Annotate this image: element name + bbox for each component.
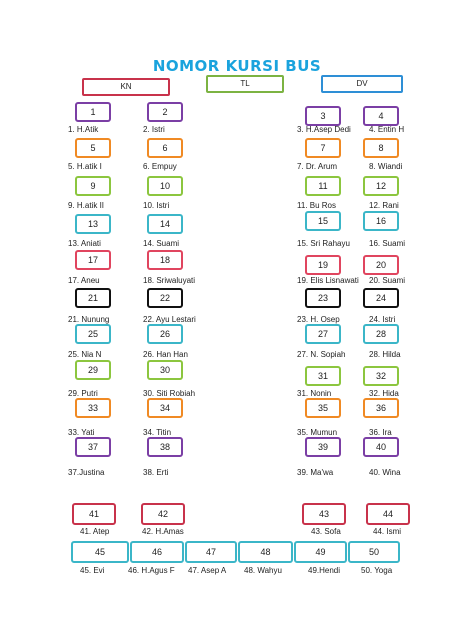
seat-label-19: 19. Elis Lisnawati [297, 276, 359, 285]
seat-label-38: 38. Erti [143, 468, 169, 477]
seat-label-40: 40. Wina [369, 468, 401, 477]
seat-label-2: 2. Istri [143, 125, 165, 134]
seat-26: 26 [147, 324, 183, 344]
seat-45: 45 [71, 541, 129, 563]
seat-label-3: 3. H.Asep Dedi [297, 125, 351, 134]
seat-3: 3 [305, 106, 341, 126]
seat-label-35: 35. Mumun [297, 428, 338, 437]
seat-46: 46 [130, 541, 184, 563]
seat-label-33: 33. Yati [68, 428, 95, 437]
seat-8: 8 [363, 138, 399, 158]
seat-label-16: 16. Suami [369, 239, 406, 248]
seat-49: 49 [294, 541, 347, 563]
seat-label-22: 22. Ayu Lestari [143, 315, 196, 324]
seat-47: 47 [185, 541, 237, 563]
seat-16: 16 [363, 211, 399, 231]
seat-label-46: 46. H.Agus F [128, 566, 175, 575]
seat-40: 40 [363, 437, 399, 457]
seat-17: 17 [75, 250, 111, 270]
seat-10: 10 [147, 176, 183, 196]
seat-label-14: 14. Suami [143, 239, 180, 248]
seat-14: 14 [147, 214, 183, 234]
seat-label-43: 43. Sofa [311, 527, 341, 536]
seat-label-5: 5. H.atik I [68, 162, 102, 171]
seat-29: 29 [75, 360, 111, 380]
seat-label-1: 1. H.Atik [68, 125, 99, 134]
seat-18: 18 [147, 250, 183, 270]
seat-label-49: 49.Hendi [308, 566, 341, 575]
seat-label-44: 44. Ismi [373, 527, 402, 536]
seat-30: 30 [147, 360, 183, 380]
seat-label-36: 36. Ira [369, 428, 392, 437]
seat-label-45: 45. Evi [80, 566, 105, 575]
seat-38: 38 [147, 437, 183, 457]
seat-label-21: 21. Nunung [68, 315, 110, 324]
seat-label-18: 18. Sriwaluyati [143, 276, 196, 285]
seat-label-7: 7. Dr. Arum [297, 162, 338, 171]
seat-label-24: 24. Istri [369, 315, 396, 324]
seat-label-27: 27. N. Sopiah [297, 350, 346, 359]
seat-22: 22 [147, 288, 183, 308]
seat-25: 25 [75, 324, 111, 344]
seat-34: 34 [147, 398, 183, 418]
seat-label-9: 9. H.atik II [68, 201, 105, 210]
seat-7: 7 [305, 138, 341, 158]
seat-23: 23 [305, 288, 341, 308]
seat-label-47: 47. Asep A [188, 566, 227, 575]
seat-label-31: 31. Nonin [297, 389, 332, 398]
legend-tl: TL [206, 75, 284, 93]
seat-24: 24 [363, 288, 399, 308]
seat-11: 11 [305, 176, 341, 196]
seat-label-42: 42. H.Amas [142, 527, 184, 536]
seat-42: 42 [141, 503, 185, 525]
seat-31: 31 [305, 366, 341, 386]
seat-label-48: 48. Wahyu [244, 566, 282, 575]
seat-label-10: 10. Istri [143, 201, 170, 210]
seat-13: 13 [75, 214, 111, 234]
seat-41: 41 [72, 503, 116, 525]
seat-2: 2 [147, 102, 183, 122]
seat-label-32: 32. Hida [369, 389, 399, 398]
seat-label-50: 50. Yoga [361, 566, 393, 575]
seat-label-8: 8. Wiandi [369, 162, 403, 171]
seat-label-29: 29. Putri [68, 389, 98, 398]
seat-label-26: 26. Han Han [143, 350, 188, 359]
seat-32: 32 [363, 366, 399, 386]
legend-kn: KN [82, 78, 170, 96]
seat-label-28: 28. Hilda [369, 350, 401, 359]
seat-5: 5 [75, 138, 111, 158]
seat-43: 43 [302, 503, 346, 525]
seat-27: 27 [305, 324, 341, 344]
seat-label-30: 30. Siti Robiah [143, 389, 196, 398]
seat-28: 28 [363, 324, 399, 344]
seat-50: 50 [348, 541, 400, 563]
seat-48: 48 [238, 541, 293, 563]
seat-label-23: 23. H. Osep [297, 315, 340, 324]
seat-20: 20 [363, 255, 399, 275]
seat-12: 12 [363, 176, 399, 196]
seat-label-39: 39. Ma'wa [297, 468, 334, 477]
seat-39: 39 [305, 437, 341, 457]
seat-36: 36 [363, 398, 399, 418]
seat-37: 37 [75, 437, 111, 457]
seat-1: 1 [75, 102, 111, 122]
seat-label-15: 15. Sri Rahayu [297, 239, 350, 248]
seat-33: 33 [75, 398, 111, 418]
seat-label-34: 34. Titin [143, 428, 172, 437]
seat-label-4: 4. Entin H [369, 125, 405, 134]
seat-label-20: 20. Suami [369, 276, 406, 285]
seat-44: 44 [366, 503, 410, 525]
seat-label-41: 41. Atep [80, 527, 110, 536]
seat-label-25: 25. Nia N [68, 350, 102, 359]
seat-6: 6 [147, 138, 183, 158]
seat-label-12: 12. Rani [369, 201, 399, 210]
seat-label-6: 6. Empuy [143, 162, 177, 171]
seat-19: 19 [305, 255, 341, 275]
seat-label-11: 11. Bu Ros [297, 201, 336, 210]
seat-label-17: 17. Aneu [68, 276, 100, 285]
seat-4: 4 [363, 106, 399, 126]
page-title: NOMOR KURSI BUS [152, 57, 322, 75]
seat-21: 21 [75, 288, 111, 308]
seat-35: 35 [305, 398, 341, 418]
seat-label-13: 13. Aniati [68, 239, 101, 248]
seat-15: 15 [305, 211, 341, 231]
seat-label-37: 37.Justina [68, 468, 105, 477]
legend-dv: DV [321, 75, 403, 93]
seat-9: 9 [75, 176, 111, 196]
